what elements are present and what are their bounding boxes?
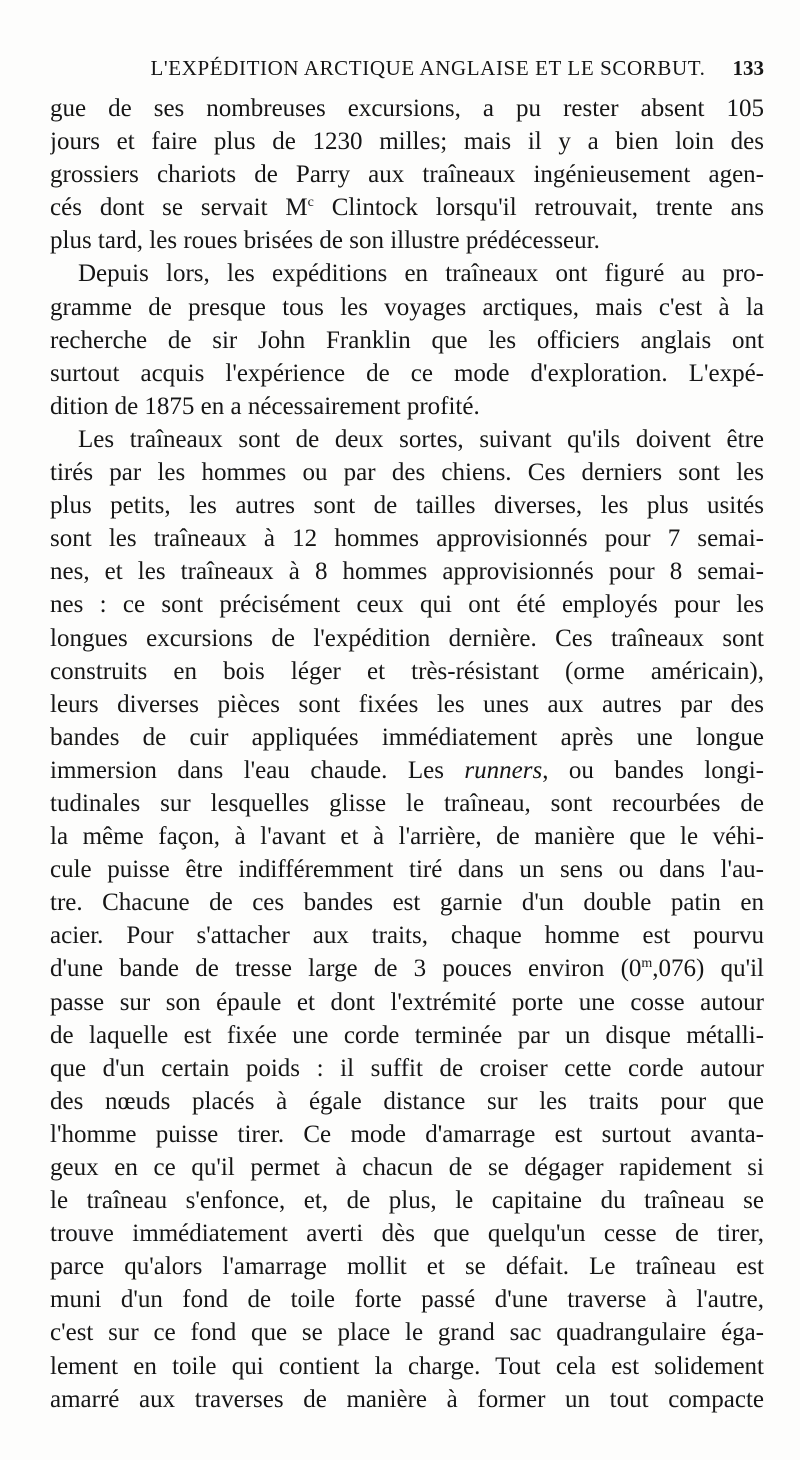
running-title: L'EXPÉDITION ARCTIQUE ANGLAISE ET LE SCORBUT. bbox=[150, 56, 706, 80]
text-line bbox=[50, 1052, 764, 1085]
text-line bbox=[50, 588, 764, 621]
text-line-main: trouve immédiatement averti dès que quelqu'un cesse de tirer, bbox=[50, 1220, 764, 1248]
text-line bbox=[50, 291, 764, 324]
text-line bbox=[50, 191, 764, 224]
text-line bbox=[50, 1350, 764, 1383]
text-line-main: dition de 1875 en a nécessairement profité. bbox=[50, 392, 480, 420]
text-line-main: gue de ses nombreuses excursions, a pu rester absent 105 bbox=[50, 95, 764, 122]
text-line-main: geux en ce qu'il permet à chacun de se dégager rapidement si bbox=[50, 1154, 764, 1181]
text-line bbox=[50, 92, 764, 125]
text-line bbox=[50, 1383, 764, 1416]
text-line bbox=[50, 622, 764, 655]
text-line-main: c'est sur ce fond que se place le grand sac quadrangulaire éga- bbox=[50, 1319, 764, 1347]
text-line-main: bandes de cuir appliquées immédiatement après une longue bbox=[50, 723, 764, 751]
text-line bbox=[50, 257, 764, 290]
text-line bbox=[50, 357, 764, 390]
text-line-main: gramme de presque tous les voyages arctiques, mais c'est à la bbox=[50, 293, 764, 321]
text-line-main: amarré aux traverses de manière à former un tout compacte bbox=[50, 1385, 764, 1413]
text-line bbox=[50, 1118, 764, 1151]
text-line bbox=[50, 224, 764, 257]
text-line bbox=[50, 456, 764, 489]
text-line-main: Depuis lors, les expéditions en traîneaux ont figuré au pro- bbox=[78, 260, 764, 288]
text-line bbox=[50, 324, 764, 357]
text-line bbox=[50, 1085, 764, 1118]
text-line-main: jours et faire plus de 1230 milles; mais il y a bien loin des bbox=[50, 128, 764, 156]
italic-term: runners bbox=[464, 756, 543, 784]
text-line bbox=[50, 1283, 764, 1316]
page-number: 133 bbox=[732, 56, 764, 80]
text-line bbox=[50, 986, 764, 1019]
text-line-main: grossiers chariots de Parry aux traîneaux ingénieusement agen- bbox=[50, 161, 764, 189]
text-line bbox=[50, 489, 764, 522]
text-line bbox=[50, 390, 764, 423]
text-line bbox=[50, 1217, 764, 1250]
text-line bbox=[50, 787, 764, 820]
text-line bbox=[50, 522, 764, 555]
superscript: c bbox=[307, 195, 314, 211]
text-line-main: tirés par les hommes ou par des chiens. Ces derniers sont les bbox=[50, 459, 764, 487]
text-line-main: acier. Pour s'attacher aux traits, chaque homme est pourvu bbox=[50, 922, 764, 950]
text-line bbox=[50, 655, 764, 688]
text-line-main: immersion dans l'eau chaude. Les bbox=[50, 756, 465, 784]
text-line bbox=[50, 555, 764, 588]
text-line-main: nes : ce sont précisément ceux qui ont été employés pour les bbox=[50, 591, 764, 619]
text-line bbox=[50, 721, 764, 754]
text-line bbox=[50, 1316, 764, 1349]
text-line bbox=[50, 1184, 764, 1217]
text-line-main: le traîneau s'enfonce, et, de plus, le capitaine du traîneau se bbox=[50, 1187, 764, 1215]
text-line bbox=[50, 754, 764, 787]
text-line-main: construits en bois léger et très-résistant (orme américain), bbox=[50, 657, 764, 685]
text-line bbox=[50, 125, 764, 158]
superscript: m bbox=[641, 956, 653, 972]
text-line-main: surtout acquis l'expérience de ce mode d'exploration. L'expé- bbox=[50, 359, 764, 387]
text-line bbox=[50, 1250, 764, 1283]
text-line bbox=[50, 1151, 764, 1184]
text-line-main: muni d'un fond de toile forte passé d'une traverse à l'autre, bbox=[50, 1286, 764, 1314]
text-line-main: leurs diverses pièces sont fixées les unes aux autres par des bbox=[50, 690, 764, 718]
text-line bbox=[50, 952, 764, 985]
text-line bbox=[50, 853, 764, 886]
text-line-main: nes, et les traîneaux à 8 hommes approvisionnés pour 8 semai- bbox=[50, 558, 764, 586]
text-line-main: tre. Chacune de ces bandes est garnie d'un double patin en bbox=[50, 889, 764, 917]
text-line bbox=[50, 423, 764, 456]
text-line-main: de laquelle est fixée une corde terminée par un disque métalli- bbox=[50, 1021, 764, 1049]
text-line-main: la même façon, à l'avant et à l'arrière, de manière que le véhi- bbox=[50, 823, 764, 851]
text-line-main: Les traîneaux sont de deux sortes, suivant qu'ils doivent être bbox=[78, 425, 764, 453]
text-line-rest: Clintock lorsqu'il retrouvait, trente ans bbox=[313, 194, 764, 222]
text-line bbox=[50, 886, 764, 919]
text-line bbox=[50, 158, 764, 191]
text-line-main: que d'un certain poids : il suffit de croiser cette corde autour bbox=[50, 1054, 764, 1082]
text-line-main: l'homme puisse tirer. Ce mode d'amarrage est surtout avanta- bbox=[50, 1120, 764, 1148]
text-line-main: cule puisse être indifféremment tiré dans un sens ou dans l'au- bbox=[50, 856, 764, 884]
text-line-main: parce qu'alors l'amarrage mollit et se défait. Le traîneau est bbox=[50, 1253, 764, 1281]
text-line-main: plus tard, les roues brisées de son illustre prédécesseur. bbox=[50, 227, 600, 255]
text-line-rest: ,076) qu'il bbox=[652, 955, 764, 983]
text-line-rest: , ou bandes longi- bbox=[542, 756, 764, 784]
text-line-main: sont les traîneaux à 12 hommes approvisionnés pour 7 semai- bbox=[50, 525, 764, 553]
text-line bbox=[50, 1019, 764, 1052]
running-head bbox=[48, 56, 768, 90]
text-line-main: des nœuds placés à égale distance sur les traits pour que bbox=[50, 1087, 764, 1115]
text-line-main: d'une bande de tresse large de 3 pouces environ (0 bbox=[50, 955, 642, 983]
text-line-main: lement en toile qui contient la charge. Tout cela est solidement bbox=[50, 1352, 764, 1380]
text-line-main: tudinales sur lesquelles glisse le traîneau, sont recourbées de bbox=[50, 789, 764, 817]
text-line-main: passe sur son épaule et dont l'extrémité porte une cosse autour bbox=[50, 988, 764, 1016]
text-line bbox=[50, 919, 764, 952]
text-line-main: longues excursions de l'expédition dernière. Ces traîneaux sont bbox=[50, 624, 764, 652]
text-line-main: recherche de sir John Franklin que les officiers anglais ont bbox=[50, 326, 764, 354]
text-line bbox=[50, 820, 764, 853]
text-line-main: plus petits, les autres sont de tailles diverses, les plus usités bbox=[50, 492, 764, 520]
text-line bbox=[50, 688, 764, 721]
body-text bbox=[50, 92, 764, 1416]
text-line-main: cés dont se servait M bbox=[50, 194, 308, 222]
